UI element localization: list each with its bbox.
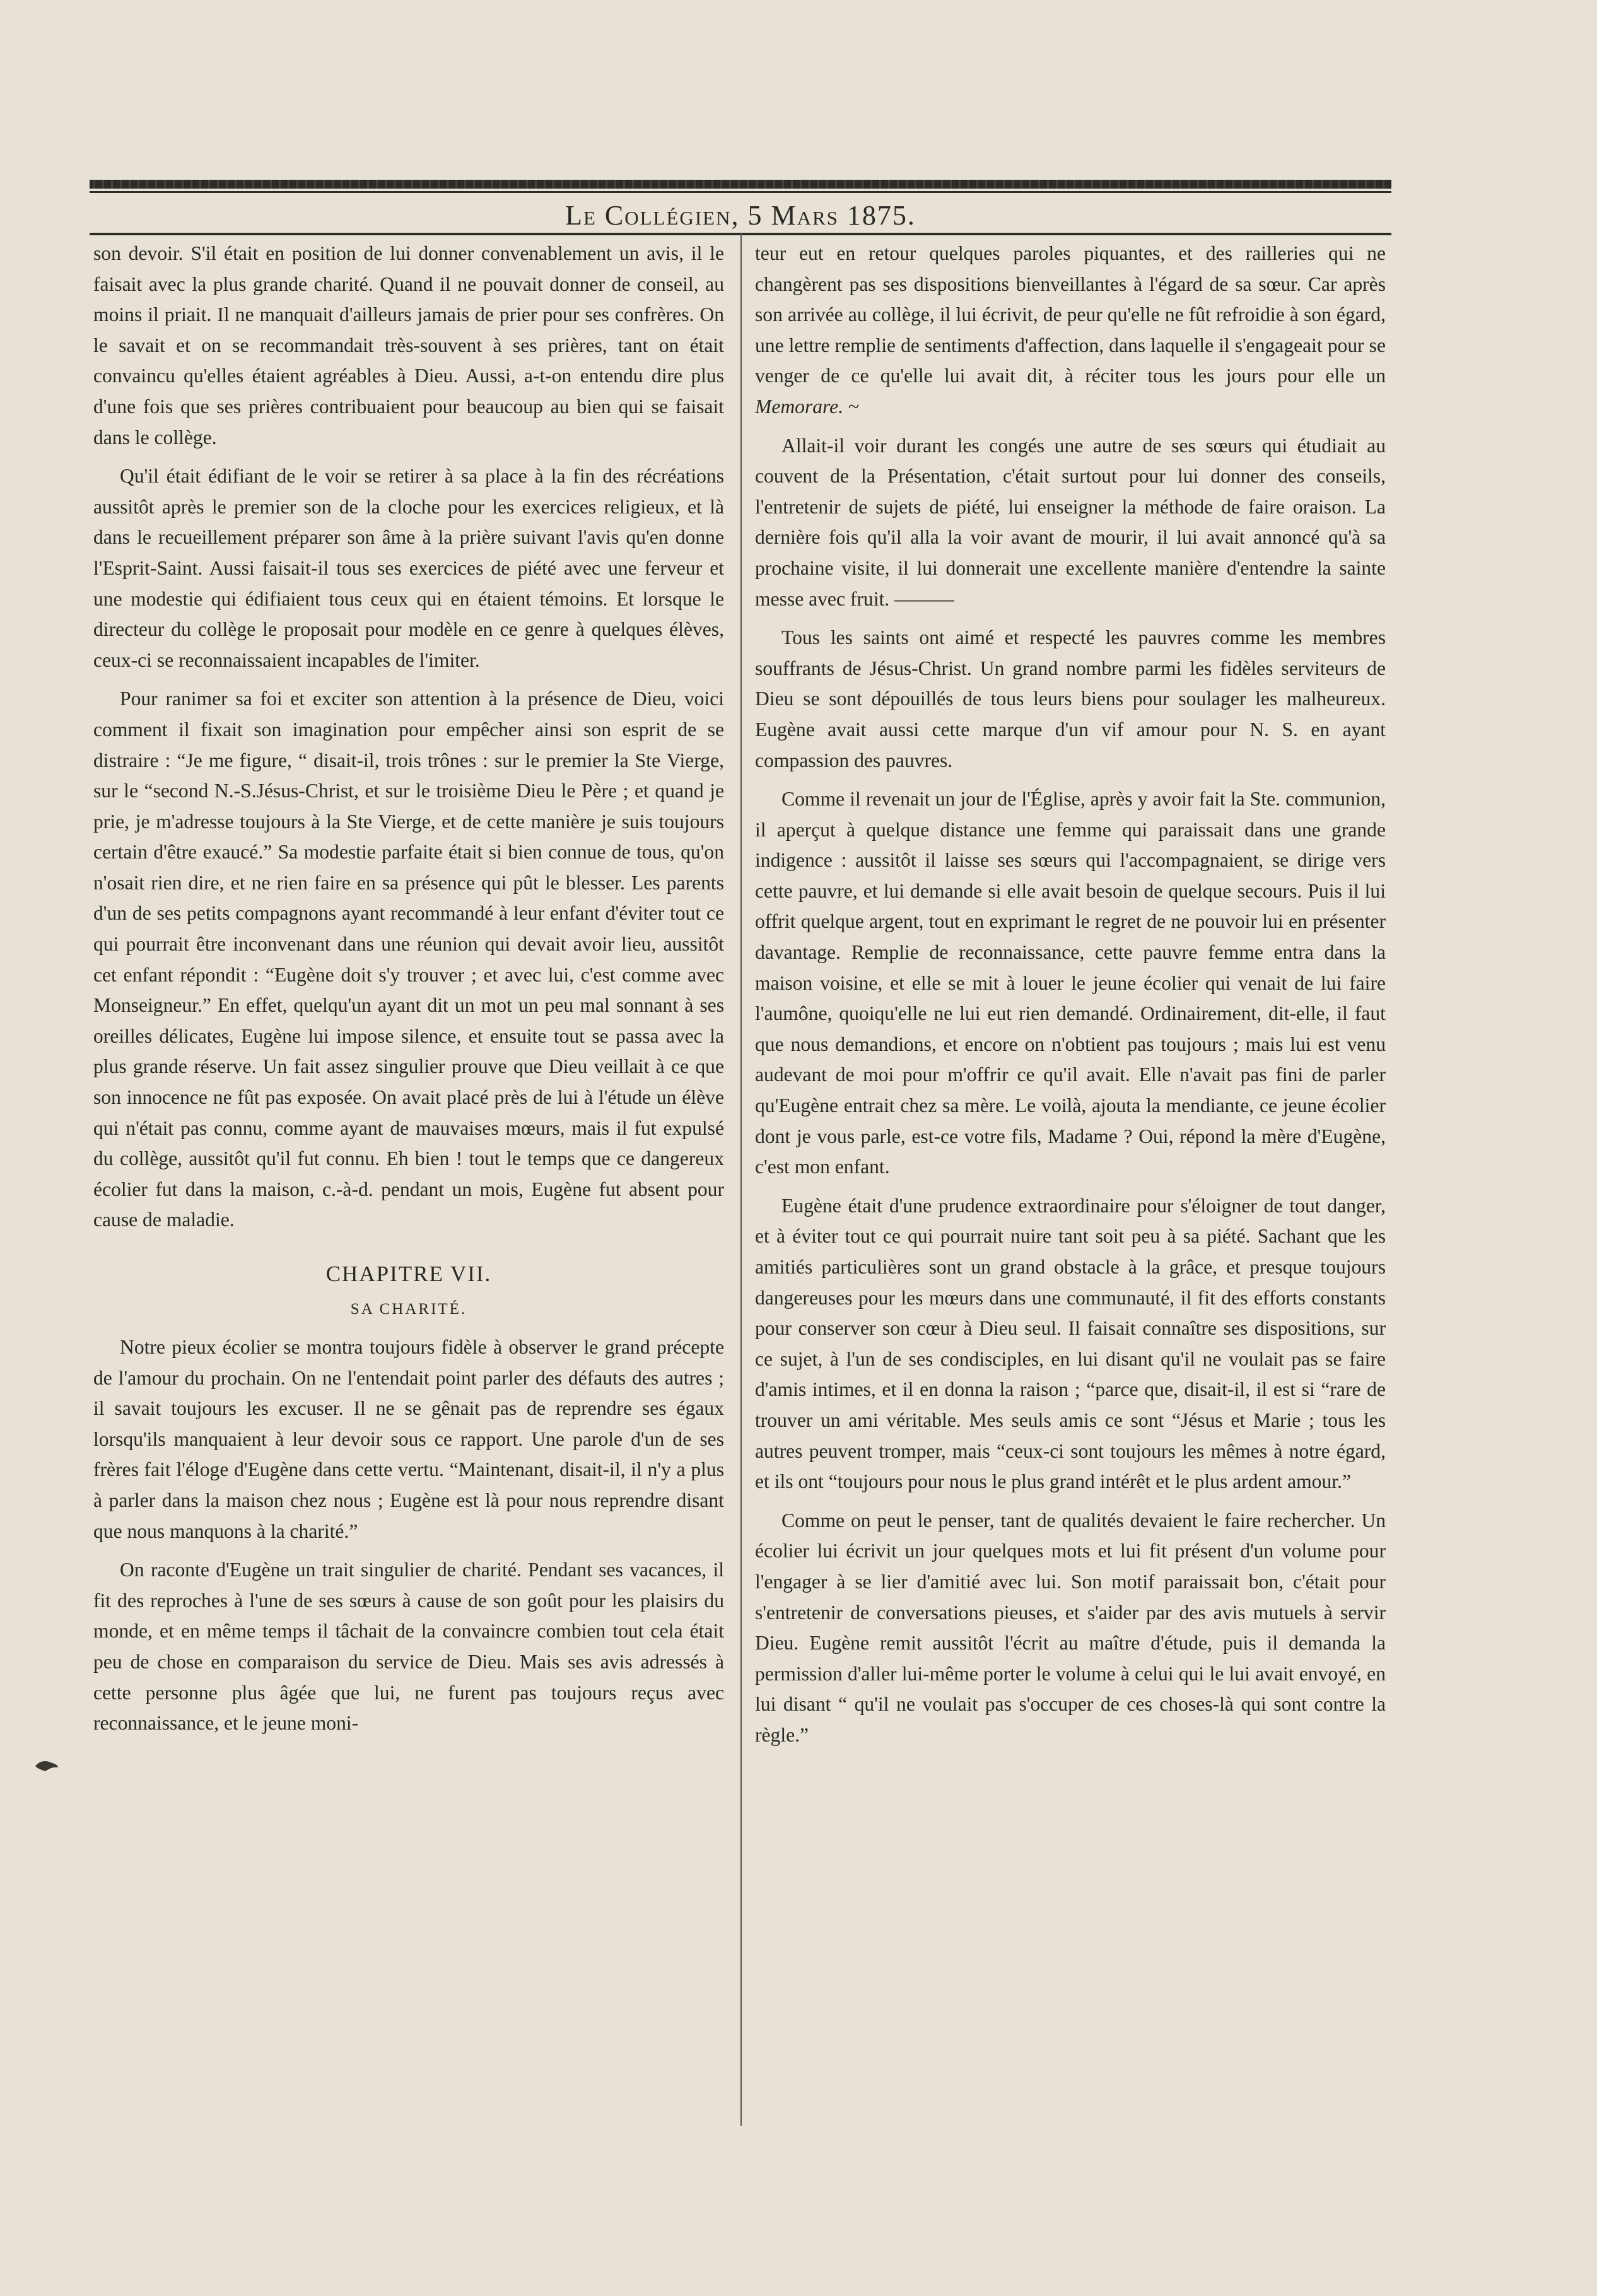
paragraph: Comme on peut le penser, tant de qualités devaient le faire rechercher. Un écolier lui écrivit un jour quelques mots et lui fit présent d'un volume pour l'engager à se lier d'amitié avec lui. Son motif paraissait bon, c'était pour s'entretenir de conversations pieuses, et s'aider par des avis mutuels à servir Dieu. Eugène remit aussitôt l'écrit au maître d'étude, puis il demanda la permission d'aller lui-même porter le volume à celui qui le lui avait envoyé, en lui disant “ qu'il ne voulait pas s'occuper de ces choses-là qui sont contre la règle.” xyxy=(755,1509,1386,1746)
right-column xyxy=(755,238,1386,1751)
paragraph: Notre pieux écolier se montra toujours fidèle à observer le grand précepte de l'amour du prochain. On ne l'entendait point parler des défauts des autres ; il savait toujours les excuser. Il ne se gênait pas de reprendre ses égaux lorsqu'ils manquaient à leur devoir sous ce rapport. Une parole d'un de ses frères fait l'éloge d'Eugène dans cette vertu. “Maintenant, disait-il, il n'y a plus à parler dans la maison chez nous ; Eugène est là pour nous reprendre disant que nous manquons à la charité.” xyxy=(93,1336,724,1542)
paragraph-ornament: ~ xyxy=(843,395,860,418)
paragraph: son devoir. S'il était en position de lui donner convenablement un avis, il le faisait avec la plus grande charité. Quand il ne pouvait donner de conseil, au moins il priait. Il ne manquait d'ailleurs jamais de prier pour ses confrères. On le savait et on se recommandait très-souvent à ses prières, tant on était convaincu qu'elles étaient agréables à Dieu. Aussi, a-t-on entendu dire plus d'une fois que ses prières contribuaient pour beaucoup au bien qui se faisait dans le collège. xyxy=(93,242,724,448)
paragraph: Allait-il voir durant les congés une autre de ses sœurs qui étudiait au couvent de la Présentation, c'était surtout pour lui donner des conseils, l'entretenir de sujets de piété, lui enseigner la méthode de faire oraison. La dernière fois qu'il alla la voir avant de mourir, il lui avait annoncé qu'à sa prochaine visite, il lui donnerait une excellente manière d'entendre la sainte messe avec fruit. ——— xyxy=(755,434,1386,610)
paragraph: On raconte d'Eugène un trait singulier de charité. Pendant ses vacances, il fit des reproches à l'une de ses sœurs à cause de son goût pour les plaisirs du monde, et en même temps il tâchait de la convaincre combien tout cela était peu de chose en comparaison du service de Dieu. Mais ses avis adressés à cette personne plus âgée que lui, ne furent pas toujours reçus avec reconnaissance, et le jeune moni- xyxy=(93,1559,724,1735)
paragraph: Pour ranimer sa foi et exciter son attention à la présence de Dieu, voici comment il fixait son imagination pour empêcher ainsi son esprit de se distraire : “Je me figure, “ disait-il, trois trônes : sur le premier la Ste Vierge, sur le “second N.-S.Jésus-Christ, et sur le troisième Dieu le Père ; et quand je prie, je m'adresse toujours à la Ste Vierge, et de cette manière je suis toujours certain d'être exaucé.” Sa modestie parfaite était si bien connue de tous, qu'on n'osait rien dire, et ne rien faire en sa présence qui pût le blesser. Les parents d'un de ses petits compagnons ayant recommandé à leur enfant d'éviter tout ce qui pourrait être inconvenant dans une réunion qui devait avoir lieu, aussitôt cet enfant répondit : “Eugène doit s'y trouver ; et avec lui, c'est comme avec Monseigneur.” En effet, quelqu'un ayant dit un mot un peu mal sonnant à ses oreilles délicates, Eugène lui impose silence, et ensuite tout se passa avec la plus grande réserve. Un fait assez singulier prouve que Dieu veillait à ce que son innocence ne fût pas exposée. On avait placé près de lui à l'étude un élève qui n'était pas connu, comme ayant de mauvaises mœurs, mais il fut expulsé du collège, aussitôt qu'il fut connu. Eh bien ! tout le temps que ce dangereux écolier fut dans la maison, c.-à-d. pendant un mois, Eugène fut absent pour cause de maladie. xyxy=(93,688,724,1231)
header-rule-thick xyxy=(90,180,1391,189)
column-divider xyxy=(740,233,742,2126)
paragraph: Tous les saints ont aimé et respecté les pauvres comme les membres souffrants de Jésus-Christ. Un grand nombre parmi les fidèles serviteurs de Dieu se sont dépouillés de tous leurs biens pour soulager les malheureux. Eugène avait aussi cette marque d'un vif amour pour N. S. en ayant compassion des pauvres. xyxy=(755,626,1386,771)
journal-name: Le Collégien xyxy=(565,200,732,231)
left-column xyxy=(93,238,724,1739)
header-rule-thin xyxy=(90,191,1391,193)
chapter-title: CHAPITRE VII. xyxy=(325,1262,492,1286)
issue-date: 5 Mars 1875. xyxy=(747,200,916,231)
ink-stain-mark xyxy=(34,1757,59,1774)
paragraph: Comme il revenait un jour de l'Église, après y avoir fait la Ste. communion, il aperçut à quelque distance une femme qui paraissait dans une grande indigence : aussitôt il laisse ses sœurs qui l'accompagnaient, se dirige vers cette pauvre, et lui demande si elle avait besoin de quelque secours. Puis il lui offrit quelque argent, tout en exprimant le regret de ne pouvoir lui en présenter davantage. Remplie de reconnaissance, cette pauvre femme entra dans la maison voisine, et elle se mit à louer le jeune écolier qui venait de lui faire l'aumône, quoiqu'elle ne lui eut rien demandé. Ordinairement, dit-elle, il faut que nous demandions, et encore on n'obtient pas toujours ; mais lui est venu audevant de moi pour m'offrir ce qu'il avait. Elle n'avait pas fini de parler qu'Eugène entrait chez sa mère. Le voilà, ajouta la mendiante, ce jeune écolier dont je vous parle, est-ce votre fils, Madame ? Oui, répond la mère d'Eugène, c'est mon enfant. xyxy=(755,788,1386,1178)
paragraph-text: teur eut en retour quelques paroles piquantes, et des railleries qui ne changèrent pas ses dispositions bienveillantes à l'égard de sa sœur. Car après son arrivée au collège, il lui écrivit, de peur qu'elle ne fût refroidie à son égard, une lettre remplie de sentiments d'affection, dans laquelle il s'engageait pour se venger de ce qu'elle lui avait dit, à réciter tous les jours pour elle un xyxy=(755,242,1386,387)
paragraph xyxy=(755,238,1386,423)
paragraph: Eugène était d'une prudence extraordinaire pour s'éloigner de tout danger, et à éviter tout ce qui pourrait nuire tant soit peu à sa piété. Sachant que les amitiés particulières sont un grand obstacle à la grâce, et presque toujours dangereuses pour les mœurs dans une communauté, il fit des efforts constants pour conserver son cœur à Dieu seul. Il faisait connaître ses dispositions, sur ce sujet, à l'un de ses condisciples, en lui disant qu'il ne voulait pas se faire d'amis intimes, et il en donna la raison ; “parce que, disait-il, il est si “rare de trouver un ami véritable. Mes seuls amis ce sont “Jésus et Marie ; tous les autres peuvent tromper, mais “ceux-ci sont toujours les mêmes à notre égard, et ils ont “toujours pour nous le plus grand intérêt et le plus ardent amour.” xyxy=(755,1194,1386,1493)
chapter-subtitle: SA CHARITÉ. xyxy=(350,1301,467,1318)
running-header: Le Collégien, 5 Mars 1875. xyxy=(565,200,916,231)
memorare-title: Memorare. xyxy=(755,395,844,418)
paragraph: Qu'il était édifiant de le voir se retirer à sa place à la fin des récréations aussitôt après le premier son de la cloche pour les exercices religieux, et là dans le recueillement préparer son âme à la prière suivant l'avis qu'en donne l'Esprit-Saint. Aussi faisait-il tous ses exercices de piété avec une ferveur et une modestie qui édifiaient tous ceux qui en étaient témoins. Et lorsque le directeur du collège le proposait pour modèle en ce genre à quelques élèves, ceux-ci se reconnaissaient incapables de l'imiter. xyxy=(93,465,724,671)
